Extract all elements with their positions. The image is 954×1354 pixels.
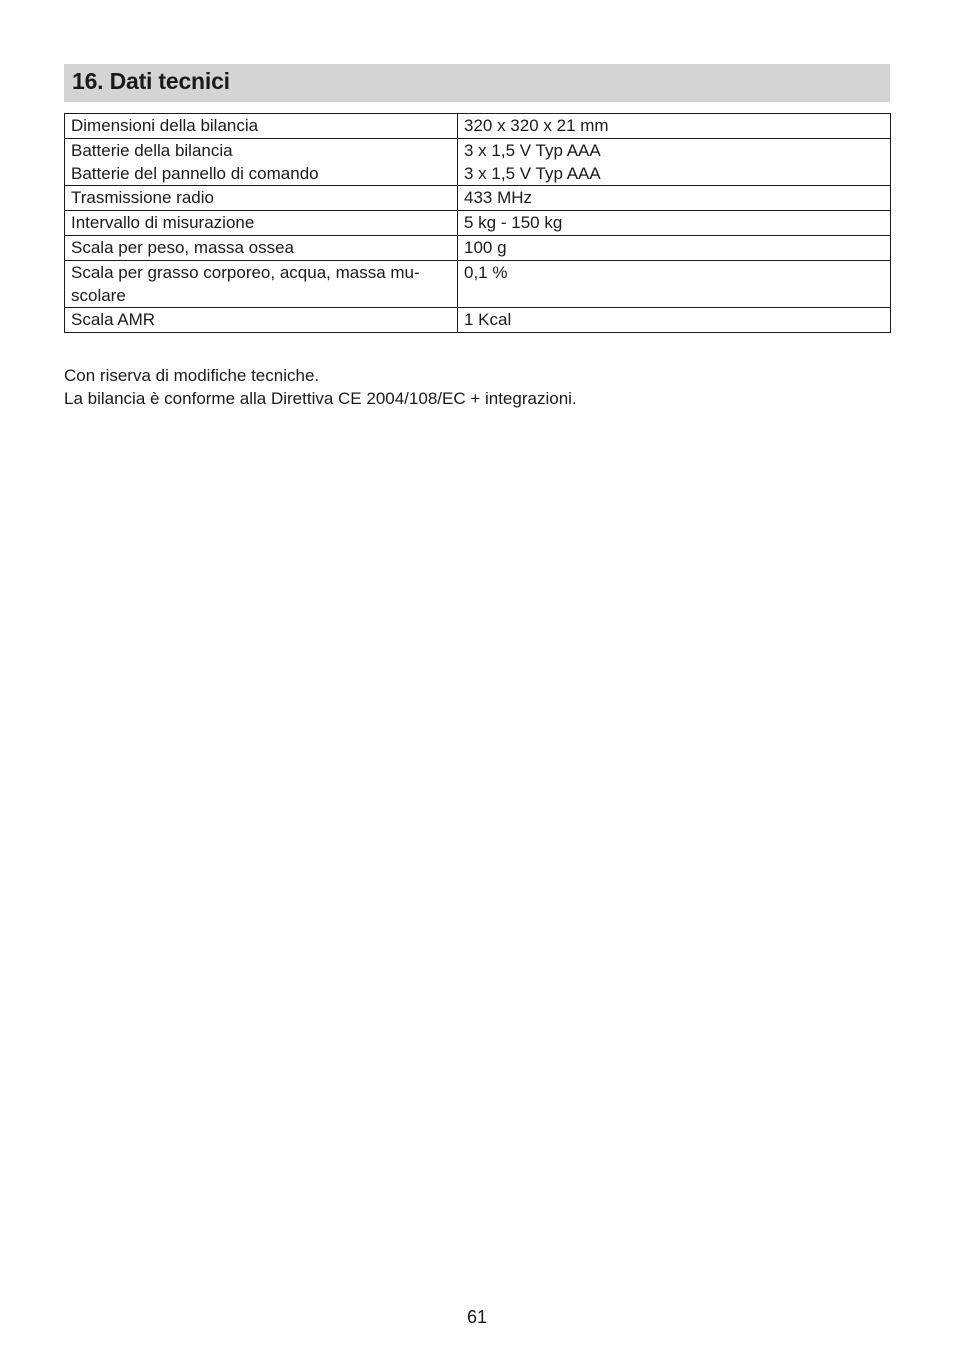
spec-value	[458, 211, 891, 236]
spec-label-line: Batterie del pannello di comando	[71, 164, 319, 183]
spec-label	[65, 308, 458, 333]
spec-label	[65, 114, 458, 139]
spec-value-line: 0,1 %	[464, 263, 508, 282]
technical-data-table	[64, 113, 891, 333]
spec-value	[458, 308, 891, 333]
spec-value	[458, 139, 891, 186]
spec-label-line: Dimensioni della bilancia	[71, 116, 259, 135]
spec-value	[458, 186, 891, 211]
spec-label	[65, 236, 458, 261]
spec-value	[458, 236, 891, 261]
spec-value-line: 320 x 320 x 21 mm	[464, 116, 609, 135]
table-row	[65, 236, 891, 261]
spec-value-line: 3 x 1,5 V Typ AAA	[464, 141, 601, 160]
spec-value-line: 3 x 1,5 V Typ AAA	[464, 164, 601, 183]
spec-value	[458, 114, 891, 139]
spec-label-line: Scala AMR	[71, 310, 156, 329]
spec-value	[458, 261, 891, 308]
spec-label	[65, 139, 458, 186]
spec-label-line: Scala per peso, massa ossea	[71, 238, 295, 257]
spec-value-line: 100 g	[464, 238, 507, 257]
table-row	[65, 211, 891, 236]
spec-value-line: 1 Kcal	[464, 310, 512, 329]
spec-value-line: 5 kg - 150 kg	[464, 213, 563, 232]
spec-value-line: 433 MHz	[464, 188, 533, 207]
section-title: 16. Dati tecnici	[72, 68, 230, 94]
note-directive-compliance: La bilancia è conforme alla Direttiva CE 2004/108/EC + integrazioni.	[64, 389, 577, 408]
spec-label	[65, 261, 458, 308]
spec-label-line: Trasmissione radio	[71, 188, 214, 207]
spec-label	[65, 186, 458, 211]
table-row	[65, 186, 891, 211]
section-header	[64, 64, 890, 102]
note-technical-changes: Con riserva di modifiche tecniche.	[64, 366, 320, 385]
table-row	[65, 114, 891, 139]
spec-label-line: Intervallo di misurazione	[71, 213, 255, 232]
spec-label-line: scolare	[71, 286, 126, 305]
table-row	[65, 308, 891, 333]
spec-label-line: Batterie della bilancia	[71, 141, 233, 160]
table-row	[65, 139, 891, 186]
table-row	[65, 261, 891, 308]
page-number: 61	[466, 1307, 488, 1327]
spec-label	[65, 211, 458, 236]
spec-label-line: Scala per grasso corporeo, acqua, massa mu-	[71, 263, 420, 282]
notes	[64, 364, 577, 410]
